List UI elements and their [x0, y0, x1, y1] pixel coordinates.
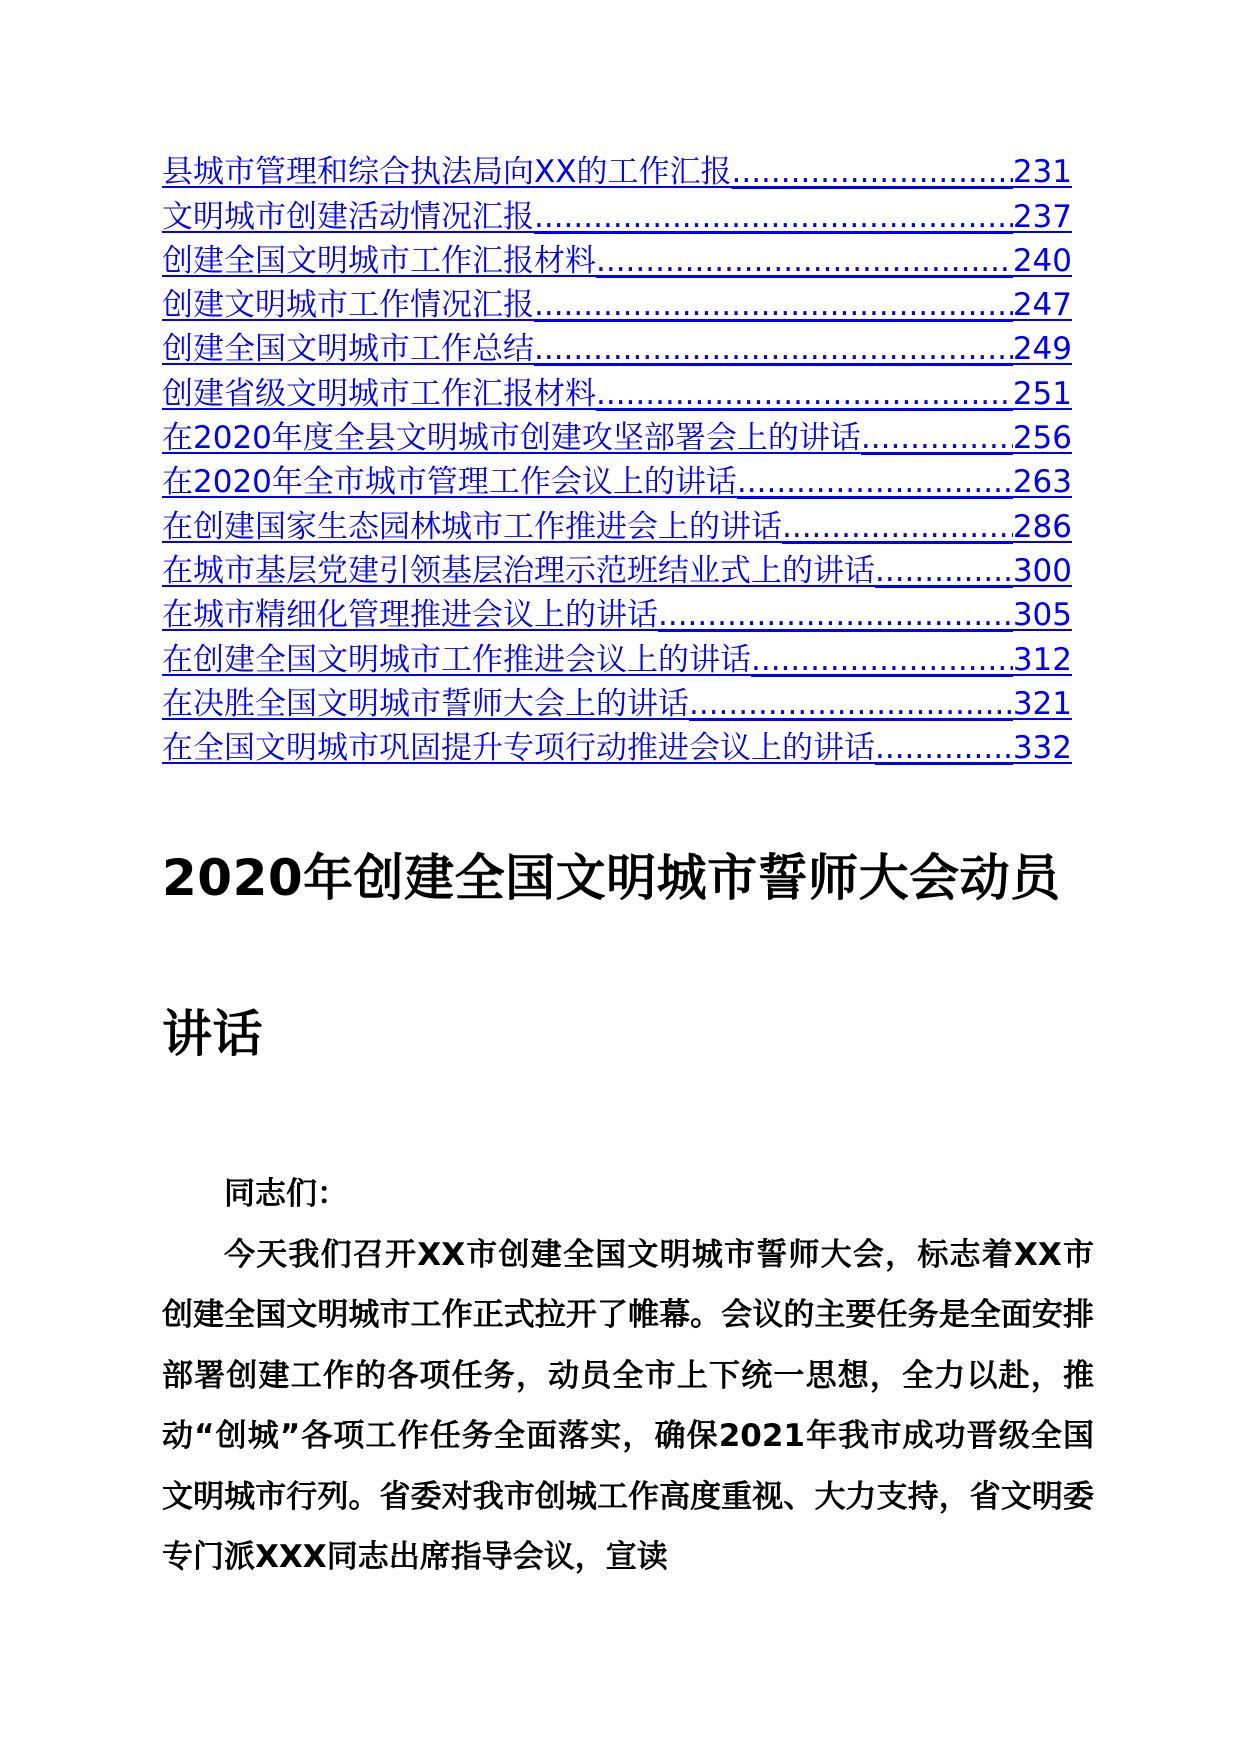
- toc-entry[interactable]: [162, 416, 1072, 460]
- toc-entry-page: 249: [1012, 331, 1072, 368]
- toc-entry-title: 在2020年全市城市管理工作会议上的讲话: [162, 464, 737, 501]
- toc-entry-page: 231: [1012, 154, 1072, 191]
- toc-leader-dots: [751, 638, 1013, 682]
- toc-entry[interactable]: [162, 637, 1072, 681]
- toc-entry[interactable]: [162, 460, 1072, 504]
- toc-leader-dots: [596, 372, 1013, 416]
- toc-entry-page: 312: [1012, 641, 1072, 678]
- toc-leader-dots: [534, 195, 1013, 239]
- toc-entry[interactable]: [162, 549, 1072, 593]
- toc-entry-title: 在创建全国文明城市工作推进会议上的讲话: [162, 641, 751, 678]
- toc-entry-page: 251: [1012, 375, 1072, 412]
- document-title: 2020年创建全国文明城市誓师大会动员讲话: [162, 849, 1061, 1063]
- table-of-contents: [162, 150, 1072, 770]
- toc-entry-title: 在城市基层党建引领基层治理示范班结业式上的讲话: [162, 552, 875, 589]
- toc-entry-page: 263: [1012, 464, 1072, 501]
- toc-leader-dots: [534, 283, 1013, 327]
- body-paragraph: 今天我们召开XX市创建全国文明城市誓师大会，标志着XX市创建全国文明城市工作正式拉开了帷幕。会议的主要任务是全面安排部署创建工作的各项任务，动员全市上下统一思想，全力以赴，推动“创城”各项工作任务全面落实，确保2021年我市成功晋级全国文明城市行列。省委对我市创城工作高度重视、大力支持，省文明委专门派XXX同志出席指导会议，宣读: [162, 1236, 1094, 1575]
- toc-entry-title: 在2020年度全县文明城市创建攻坚部署会上的讲话: [162, 420, 861, 457]
- toc-entry-page: 240: [1012, 242, 1072, 279]
- toc-entry-title: 县城市管理和综合执法局向XX的工作汇报: [162, 154, 732, 191]
- toc-entry-page: 300: [1012, 552, 1072, 589]
- toc-entry-page: 237: [1012, 198, 1072, 235]
- toc-leader-dots: [875, 726, 1013, 770]
- toc-entry-page: 305: [1012, 597, 1072, 634]
- toc-entry[interactable]: [162, 150, 1072, 194]
- toc-entry-page: 247: [1012, 287, 1072, 324]
- toc-leader-dots: [731, 150, 1012, 194]
- toc-leader-dots: [596, 239, 1013, 283]
- toc-leader-dots: [658, 593, 1013, 637]
- toc-entry-page: 332: [1012, 730, 1072, 767]
- toc-entry[interactable]: [162, 726, 1072, 770]
- toc-entry-page: 286: [1012, 508, 1072, 545]
- toc-entry-title: 创建全国文明城市工作汇报材料: [162, 242, 596, 279]
- toc-entry[interactable]: [162, 593, 1072, 637]
- toc-entry-title: 创建全国文明城市工作总结: [162, 331, 534, 368]
- salutation: 同志们：: [224, 1176, 348, 1212]
- toc-entry-title: 创建文明城市工作情况汇报: [162, 287, 534, 324]
- toc-leader-dots: [534, 327, 1013, 371]
- toc-entry[interactable]: [162, 682, 1072, 726]
- toc-entry-title: 在创建国家生态园林城市工作推进会上的讲话: [162, 508, 782, 545]
- toc-entry-title: 在决胜全国文明城市誓师大会上的讲话: [162, 685, 689, 722]
- toc-entry-title: 文明城市创建活动情况汇报: [162, 198, 534, 235]
- toc-entry[interactable]: [162, 239, 1072, 283]
- toc-entry-title: 在全国文明城市巩固提升专项行动推进会议上的讲话: [162, 730, 875, 767]
- document-body: [162, 1164, 1094, 1588]
- toc-entry[interactable]: [162, 371, 1072, 415]
- toc-entry[interactable]: [162, 504, 1072, 548]
- toc-leader-dots: [737, 460, 1013, 504]
- toc-entry-page: 321: [1012, 685, 1072, 722]
- toc-entry[interactable]: [162, 194, 1072, 238]
- toc-entry-title: 在城市精细化管理推进会议上的讲话: [162, 597, 658, 634]
- toc-entry-page: 256: [1012, 420, 1072, 457]
- toc-leader-dots: [782, 505, 1013, 549]
- toc-entry-title: 创建省级文明城市工作汇报材料: [162, 375, 596, 412]
- toc-leader-dots: [875, 549, 1013, 593]
- toc-entry[interactable]: [162, 283, 1072, 327]
- toc-leader-dots: [689, 682, 1013, 726]
- toc-leader-dots: [861, 416, 1013, 460]
- toc-entry[interactable]: [162, 327, 1072, 371]
